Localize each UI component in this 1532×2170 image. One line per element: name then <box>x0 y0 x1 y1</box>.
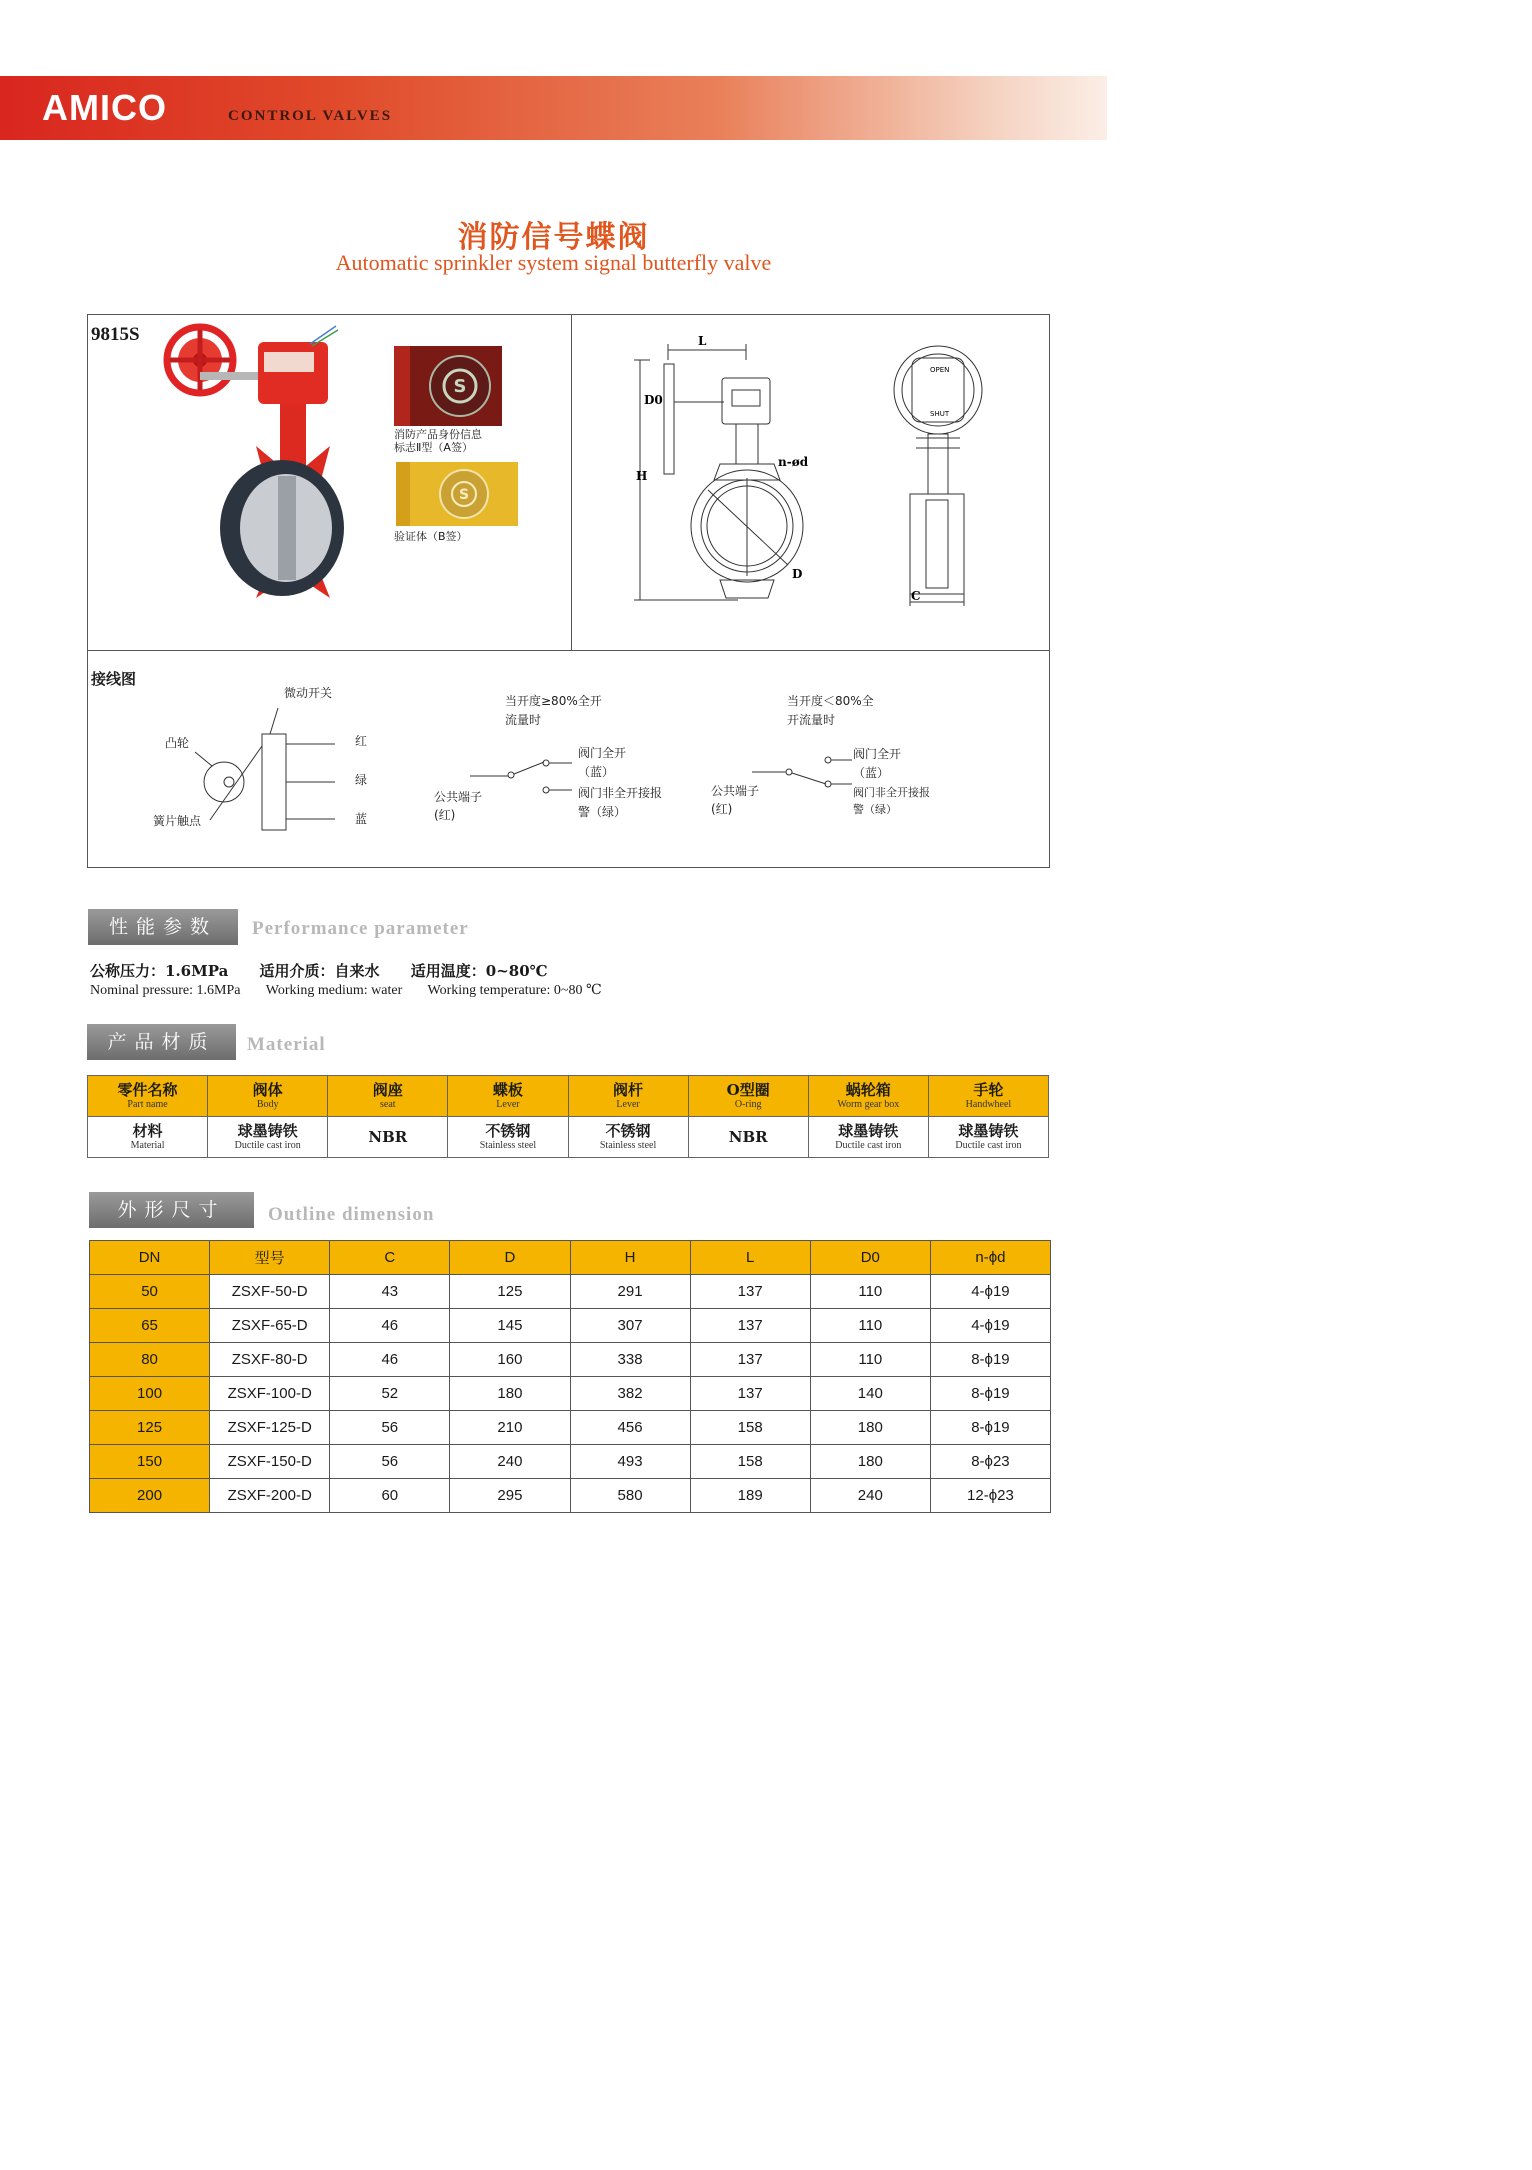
dimension-cell: 295 <box>450 1479 570 1513</box>
dimension-cell: 52 <box>330 1377 450 1411</box>
dimension-header-cell: C <box>330 1241 450 1275</box>
dimension-cell: 160 <box>450 1343 570 1377</box>
material-cell <box>328 1117 448 1158</box>
label-b-image <box>396 462 518 526</box>
material-cell-cn: 材料 <box>132 1122 163 1140</box>
dimension-cell: ZSXF-65-D <box>210 1309 330 1343</box>
material-cell-cn: 蝶板 <box>492 1081 523 1099</box>
dimension-cell: 158 <box>690 1445 810 1479</box>
label-a-image <box>394 346 502 426</box>
material-cell-cn: 球墨铸铁 <box>237 1122 298 1140</box>
micro-switch-label: 微动开关 <box>284 686 333 700</box>
performance-section-pill: 性能参数 <box>88 909 238 945</box>
dimension-cell: 4-ϕ19 <box>930 1275 1050 1309</box>
wiring-title: 接线图 <box>91 670 137 688</box>
state2-heading-1: 当开度＜80%全 <box>787 694 874 708</box>
dimension-cell: 158 <box>690 1411 810 1445</box>
dimension-row <box>90 1275 1051 1309</box>
material-cell <box>208 1076 328 1117</box>
material-cell <box>208 1117 328 1158</box>
label-a-line1: 消防产品身份信息 <box>394 428 482 441</box>
state1-common-2: (红) <box>434 808 456 822</box>
frame-vertical-divider <box>571 314 572 650</box>
dim-label-nd: n-ød <box>778 455 809 469</box>
dimension-cell: 12-ϕ23 <box>930 1479 1050 1513</box>
state2-heading-2: 开流量时 <box>787 713 836 727</box>
dimension-cell: 240 <box>450 1445 570 1479</box>
dimension-cell: 382 <box>570 1377 690 1411</box>
material-cell <box>808 1117 928 1158</box>
dim-label-C: C <box>911 589 921 603</box>
material-cell <box>448 1117 568 1158</box>
dimension-cell: 8-ϕ23 <box>930 1445 1050 1479</box>
dimension-cell: 137 <box>690 1309 810 1343</box>
dimension-cell: 145 <box>450 1309 570 1343</box>
material-cell-en: Worm gear box <box>837 1099 900 1110</box>
material-cell-en: Material <box>130 1140 165 1151</box>
perf-pressure-en: Nominal pressure: 1.6MPa <box>90 983 241 998</box>
label-a-caption <box>394 428 482 454</box>
valve-photo <box>160 318 360 618</box>
material-section-en: Material <box>247 1034 326 1055</box>
material-cell-cn: 阀座 <box>372 1081 403 1099</box>
dimension-header-cell: D0 <box>810 1241 930 1275</box>
dim-label-L: L <box>698 334 707 348</box>
dimension-cell: 80 <box>90 1343 210 1377</box>
dimension-header-cell: D <box>450 1241 570 1275</box>
drawing-open-text: OPEN <box>930 366 950 374</box>
dimension-cell: ZSXF-125-D <box>210 1411 330 1445</box>
svg-text:S: S <box>458 487 470 503</box>
dimension-row <box>90 1445 1051 1479</box>
dim-label-D: D <box>792 567 803 581</box>
material-cell <box>448 1076 568 1117</box>
dimension-cell: 140 <box>810 1377 930 1411</box>
dimension-cell: 137 <box>690 1343 810 1377</box>
dimension-cell: ZSXF-50-D <box>210 1275 330 1309</box>
page-title-cn: 消防信号蝶阀 <box>457 220 650 255</box>
dimension-header-cell: 型号 <box>210 1241 330 1275</box>
dimension-cell: 8-ϕ19 <box>930 1411 1050 1445</box>
dimension-cell: 240 <box>810 1479 930 1513</box>
material-cell <box>808 1076 928 1117</box>
material-value-row <box>88 1117 1049 1158</box>
perf-medium-en: Working medium: water <box>265 983 403 998</box>
dimension-cell: 8-ϕ19 <box>930 1343 1050 1377</box>
dimension-drawing-side <box>882 344 992 610</box>
material-cell <box>928 1076 1048 1117</box>
material-cell-en: O-ring <box>734 1099 762 1110</box>
frame-horizontal-divider <box>87 650 1049 651</box>
dimension-row <box>90 1479 1051 1513</box>
dimension-section-en: Outline dimension <box>268 1204 435 1225</box>
material-cell-cn: 阀体 <box>252 1081 283 1099</box>
material-cell <box>568 1076 688 1117</box>
perf-temperature-cn: 适用温度：0~80℃ <box>410 962 548 980</box>
state1-open-2: （蓝） <box>578 765 615 779</box>
brand-tagline: CONTROL VALVES <box>228 108 393 124</box>
material-cell <box>328 1076 448 1117</box>
dimension-cell: 137 <box>690 1377 810 1411</box>
state1-heading-2: 流量时 <box>505 713 542 727</box>
material-cell-cn: 蜗轮箱 <box>845 1081 891 1099</box>
dimension-cell: 56 <box>330 1411 450 1445</box>
state2-alarm-2: 警（绿） <box>853 803 897 816</box>
material-cell-en: Part name <box>127 1099 168 1110</box>
material-cell <box>568 1117 688 1158</box>
material-cell-cn: 不锈钢 <box>605 1122 651 1140</box>
state1-switch-symbol <box>470 756 580 800</box>
dimension-row <box>90 1343 1051 1377</box>
dimension-table <box>89 1240 1051 1513</box>
dimension-header-cell: n-ϕd <box>930 1241 1050 1275</box>
dimension-cell: 46 <box>330 1343 450 1377</box>
state1-alarm-2: 警（绿） <box>578 805 627 819</box>
material-cell-en: Ductile cast iron <box>835 1140 902 1151</box>
material-cell-cn: O型圈 <box>726 1081 770 1099</box>
material-cell <box>688 1076 808 1117</box>
state1-heading-1: 当开度≥80%全开 <box>505 694 602 708</box>
material-cell-en: Handwheel <box>965 1099 1012 1110</box>
dimension-cell: 110 <box>810 1309 930 1343</box>
dimension-cell: 189 <box>690 1479 810 1513</box>
material-cell-en: Lever <box>496 1099 520 1110</box>
material-section-pill: 产品材质 <box>87 1024 236 1060</box>
cam-label: 凸轮 <box>165 736 190 750</box>
material-cell <box>88 1117 208 1158</box>
state1-alarm-1: 阀门非全开接报 <box>578 786 663 800</box>
dim-label-H: H <box>636 469 648 483</box>
material-cell-cn: 球墨铸铁 <box>838 1122 899 1140</box>
performance-cn-line <box>90 960 574 981</box>
dimension-cell: 4-ϕ19 <box>930 1309 1050 1343</box>
state1-open-1: 阀门全开 <box>578 746 627 760</box>
dimension-cell: ZSXF-100-D <box>210 1377 330 1411</box>
state2-switch-symbol <box>752 756 862 800</box>
performance-section-en: Performance parameter <box>252 918 469 939</box>
dimension-cell: 110 <box>810 1275 930 1309</box>
material-cell-en: seat <box>380 1099 396 1110</box>
performance-en-line <box>90 982 624 999</box>
state2-common-2: (红) <box>711 802 733 816</box>
material-cell-en: Body <box>256 1099 279 1110</box>
dimension-header-row <box>90 1241 1051 1275</box>
perf-temperature-en: Working temperature: 0~80 ℃ <box>427 983 602 998</box>
dimension-cell: 210 <box>450 1411 570 1445</box>
material-cell-en: Stainless steel <box>479 1140 537 1151</box>
state2-alarm-1: 阀门非全开接报 <box>853 786 930 799</box>
dimension-cell: 60 <box>330 1479 450 1513</box>
perf-medium-cn: 适用介质：自来水 <box>259 962 380 980</box>
dimension-header-cell: DN <box>90 1241 210 1275</box>
dimension-cell: 110 <box>810 1343 930 1377</box>
dimension-cell: 8-ϕ19 <box>930 1377 1050 1411</box>
dimension-row <box>90 1377 1051 1411</box>
dimension-cell: 180 <box>450 1377 570 1411</box>
material-header-row <box>88 1076 1049 1117</box>
dimension-cell: 291 <box>570 1275 690 1309</box>
dimension-cell: 100 <box>90 1377 210 1411</box>
material-cell-cn: NBR <box>368 1128 408 1146</box>
material-cell-en: Ductile cast iron <box>234 1140 301 1151</box>
dimension-cell: 125 <box>90 1411 210 1445</box>
label-a-line2: 标志Ⅱ型（A签） <box>394 441 473 454</box>
brand-logo: AMICO <box>42 87 167 128</box>
dimension-cell: 46 <box>330 1309 450 1343</box>
material-cell-en: Stainless steel <box>599 1140 657 1151</box>
dimension-cell: ZSXF-200-D <box>210 1479 330 1513</box>
drawing-shut-text: SHUT <box>930 410 950 418</box>
dimension-cell: 456 <box>570 1411 690 1445</box>
dimension-cell: 580 <box>570 1479 690 1513</box>
dimension-cell: 125 <box>450 1275 570 1309</box>
svg-text:S: S <box>453 376 467 397</box>
material-cell-cn: 球墨铸铁 <box>958 1122 1019 1140</box>
perf-pressure-cn: 公称压力：1.6MPa <box>90 962 229 980</box>
dimension-cell: 43 <box>330 1275 450 1309</box>
spring-contact-label: 簧片触点 <box>153 814 202 828</box>
page-title-en: Automatic sprinkler system signal butterfly valve <box>335 250 772 275</box>
state2-open-1: 阀门全开 <box>853 747 902 761</box>
material-cell-cn: 零件名称 <box>117 1081 178 1099</box>
dimension-cell: 180 <box>810 1445 930 1479</box>
dimension-row <box>90 1309 1051 1343</box>
dimension-row <box>90 1411 1051 1445</box>
material-cell-cn: NBR <box>728 1128 768 1146</box>
dimension-drawing-front <box>628 330 818 610</box>
dimension-header-cell: L <box>690 1241 810 1275</box>
dim-label-D0: D0 <box>644 393 663 407</box>
dimension-section-pill: 外形尺寸 <box>89 1192 254 1228</box>
dimension-header-cell: H <box>570 1241 690 1275</box>
dimension-cell: 493 <box>570 1445 690 1479</box>
dimension-cell: ZSXF-150-D <box>210 1445 330 1479</box>
dimension-cell: 338 <box>570 1343 690 1377</box>
state2-common-1: 公共端子 <box>711 784 760 798</box>
dimension-cell: 200 <box>90 1479 210 1513</box>
material-cell-cn: 阀杆 <box>613 1081 644 1099</box>
dimension-cell: 65 <box>90 1309 210 1343</box>
material-cell-cn: 不锈钢 <box>485 1122 531 1140</box>
material-cell-en: Lever <box>616 1099 640 1110</box>
dimension-cell: 180 <box>810 1411 930 1445</box>
wire-green-label: 绿 <box>355 773 368 787</box>
material-cell <box>928 1117 1048 1158</box>
material-cell-en: Ductile cast iron <box>955 1140 1022 1151</box>
dimension-cell: 137 <box>690 1275 810 1309</box>
material-cell <box>88 1076 208 1117</box>
dimension-cell: 307 <box>570 1309 690 1343</box>
model-code: 9815S <box>91 324 140 345</box>
state2-open-2: （蓝） <box>853 766 890 780</box>
label-b-caption: 验证体（B签） <box>394 530 468 543</box>
material-cell <box>688 1117 808 1158</box>
dimension-cell: 56 <box>330 1445 450 1479</box>
dimension-cell: 50 <box>90 1275 210 1309</box>
material-cell-cn: 手轮 <box>973 1081 1004 1099</box>
dimension-cell: 150 <box>90 1445 210 1479</box>
wire-red-label: 红 <box>355 734 368 748</box>
material-table <box>87 1075 1049 1158</box>
dimension-cell: ZSXF-80-D <box>210 1343 330 1377</box>
state1-common-1: 公共端子 <box>434 790 483 804</box>
wire-blue-label: 蓝 <box>355 812 368 826</box>
